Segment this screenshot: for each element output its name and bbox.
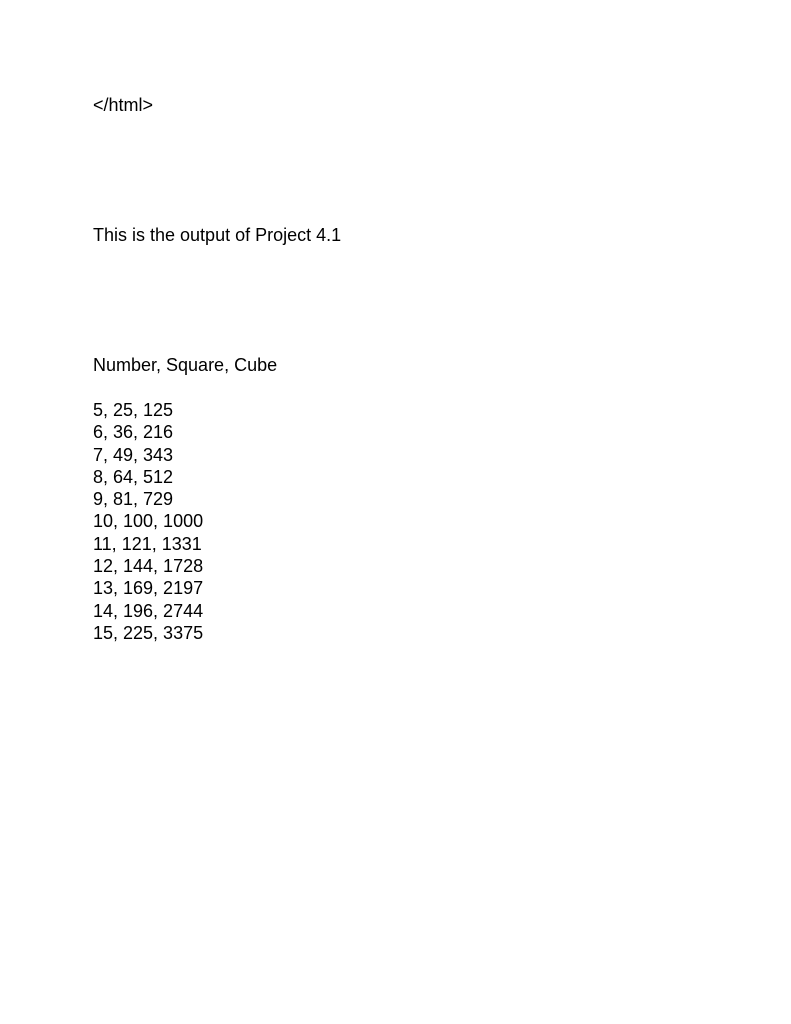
- result-row: 9, 81, 729: [93, 489, 174, 510]
- table-header: Number, Square, Cube: [93, 355, 278, 375]
- result-row: 10, 100, 1000: [93, 511, 204, 532]
- closing-html-tag-text: </html>: [93, 95, 154, 115]
- result-row: 15, 225, 3375: [93, 622, 204, 643]
- result-row: 8, 64, 512: [93, 466, 174, 487]
- result-row: 14, 196, 2744: [93, 600, 204, 621]
- result-row: 12, 144, 1728: [93, 556, 204, 577]
- results-list: [93, 399, 203, 644]
- result-row: 5, 25, 125: [93, 400, 174, 420]
- result-row: 7, 49, 343: [93, 444, 174, 465]
- project-output-intro: This is the output of Project 4.1: [93, 225, 342, 245]
- result-row: 11, 121, 1331: [93, 533, 202, 554]
- result-row: 13, 169, 2197: [93, 578, 204, 599]
- result-row: 6, 36, 216: [93, 422, 174, 443]
